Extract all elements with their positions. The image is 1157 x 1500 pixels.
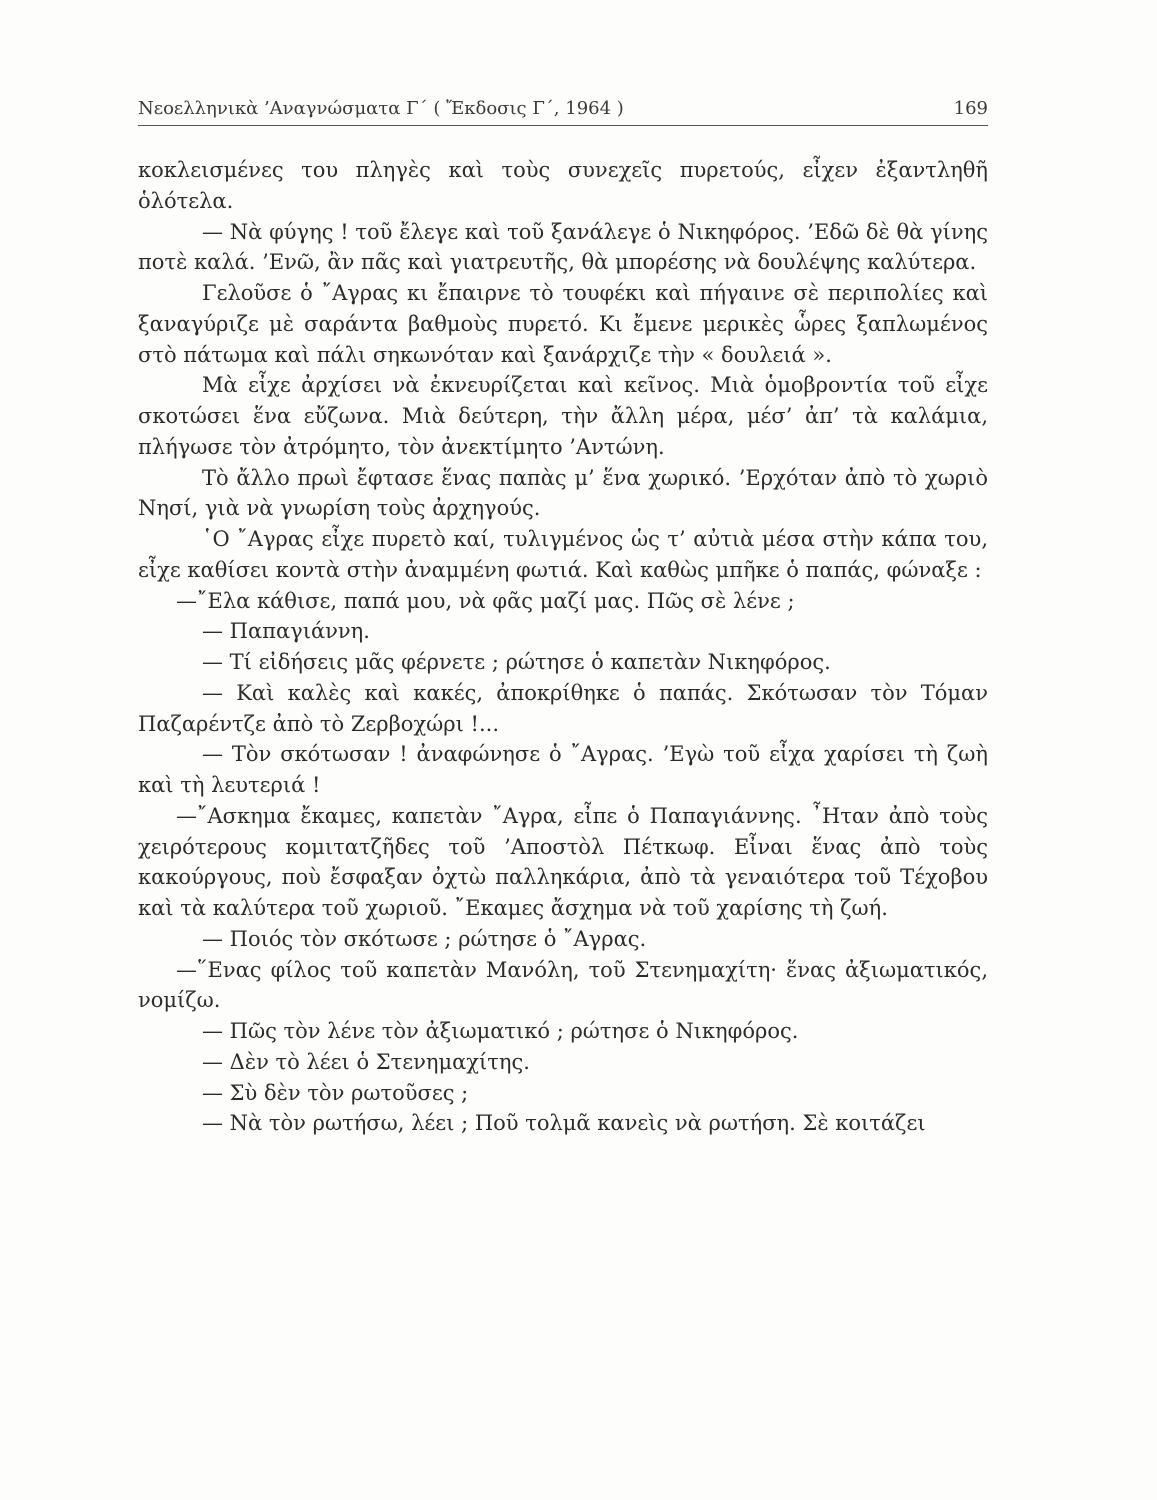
paragraph: Μὰ εἶχε ἀρχίσει νὰ ἐκνευρίζεται καὶ κεῖνος. Μιὰ ὁμοβροντία τοῦ εἶχε σκοτώσει ἕνα εὔζωνα. Μιὰ δεύτερη, τὴν ἄλλη μέρα, μέσ’ ἀπ’ τὰ καλάμια, πλήγωσε τὸν ἀτρόμητο, τὸν ἀνεκτίμητο ’Αντώνη. <box>138 373 988 459</box>
header-rule <box>138 125 988 126</box>
header-title: Νεοελληνικὰ ’Αναγνώσματα Γ΄ ( Ἔκδοσις Γ΄, 1964 ) <box>138 98 624 119</box>
dialogue-line: — Τὸν σκότωσαν ! ἀναφώνησε ὁ ῎Αγρας. ’Εγὼ τοῦ εἶχα χαρίσει τὴ ζωὴ καὶ τὴ λευτεριά ! <box>138 742 988 797</box>
page-number: 169 <box>953 98 988 119</box>
dialogue-line: — Καὶ καλὲς καὶ κακές, ἀποκρίθηκε ὁ παπάς. Σκότωσαν τὸν Τόμαν Παζαρέντζε ἀπὸ τὸ Ζερβοχώρι !... <box>138 680 988 736</box>
dialogue-line: — Παπαγιάννη. <box>202 619 370 644</box>
body-text <box>138 155 988 1139</box>
dialogue-line: — Δὲν τὸ λέει ὁ Στενημαχίτης. <box>202 1049 530 1074</box>
dialogue-line: —῞Ενας φίλος τοῦ καπετὰν Μανόλη, τοῦ Στενημαχίτη· ἕνας ἀξιωματικός, νομίζω. <box>138 957 988 1013</box>
dialogue-line: — Ποιός τὸν σκότωσε ; ρώτησε ὁ ῎Αγρας. <box>202 926 647 951</box>
paragraph: Γελοῦσε ὁ ῎Αγρας κι ἔπαιρνε τὸ τουφέκι καὶ πήγαινε σὲ περιπολίες καὶ ξαναγύριζε μὲ σαράντα βαθμοὺς πυρετό. Κι ἔμενε μερικὲς ὧρες ξαπλωμένος στὸ πάτωμα καὶ πάλι σηκωνόταν καὶ ξανάρχιζε τὴν « δουλειά ». <box>138 281 988 367</box>
paragraph: Τὸ ἄλλο πρωὶ ἔφτασε ἕνας παπὰς μ’ ἕνα χωρικό. ’Ερχόταν ἀπὸ τὸ χωριὸ Νησί, γιὰ νὰ γνωρίση τοὺς ἀρχηγούς. <box>138 465 988 521</box>
paragraph: ῾Ο ῎Αγρας εἶχε πυρετὸ καί, τυλιγμένος ὡς τ’ αὐτιὰ μέσα στὴν κάπα του, εἶχε καθίσει κοντὰ στὴν ἀναμμένη φωτιά. Καὶ καθὼς μπῆκε ὁ παπάς, φώναξε : <box>138 527 988 582</box>
paragraph: — Νὰ φύγης ! τοῦ ἔλεγε καὶ τοῦ ξανάλεγε ὁ Νικηφόρος. ’Εδῶ δὲ θὰ γίνης ποτὲ καλά. ’Ενῶ, ἂν πᾶς καὶ γιατρευτῆς, θὰ μπορέσης νὰ δουλέψης καλύτερα. <box>138 219 988 275</box>
dialogue-line: — Πῶς τὸν λένε τὸν ἀξιωματικό ; ρώτησε ὁ Νικηφόρος. <box>202 1019 799 1043</box>
dialogue-line: — Τί εἰδήσεις μᾶς φέρνετε ; ρώτησε ὁ καπετὰν Νικηφόρος. <box>202 650 831 674</box>
dialogue-line: —῎Ελα κάθισε, παπά μου, νὰ φᾶς μαζί μας. Πῶς σὲ λένε ; <box>176 588 795 613</box>
dialogue-line: — Σὺ δὲν τὸν ρωτοῦσες ; <box>202 1080 469 1105</box>
running-header <box>138 98 988 122</box>
paragraph: κοκλεισμένες του πληγὲς καὶ τοὺς συνεχεῖς πυρετούς, εἶχεν ἐξαντληθῆ ὁλότελα. <box>138 158 988 213</box>
dialogue-line: —῎Ασκημα ἔκαμες, καπετὰν ῎Αγρα, εἶπε ὁ Παπαγιάννης. ῏Ηταν ἀπὸ τοὺς χειρότερους κομιτατζῆδες τοῦ ’Αποστὸλ Πέτκωφ. Εἶναι ἕνας ἀπὸ τοὺς κακούργους, ποὺ ἔσφαξαν ὀχτὼ παλληκάρια, ἀπὸ τὰ γεναιότερα τοῦ Τέχοβου καὶ τὰ καλύτερα τοῦ χωριοῦ. ῎Εκαμες ἄσχημα νὰ τοῦ χαρίσης τὴ ζωή. <box>138 803 988 920</box>
dialogue-line: — Νὰ τὸν ρωτήσω, λέει ; Ποῦ τολμᾶ κανεὶς νὰ ρωτήση. Σὲ κοιτάζει <box>202 1111 926 1136</box>
